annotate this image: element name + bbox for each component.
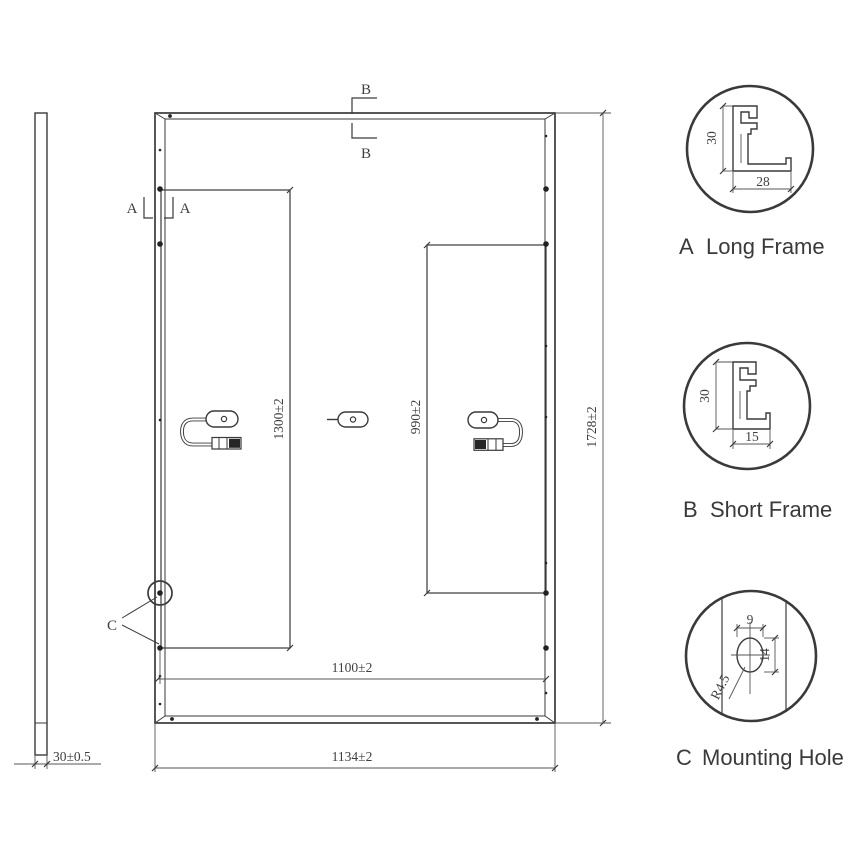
side-view-outline [35,113,47,755]
long-frame-height-value: 30 [704,131,719,145]
section-letter-b-top: B [360,82,372,98]
detail-b-title: Short Frame [710,497,833,522]
section-letter-a-left: A [126,201,138,217]
detail-a-title: Long Frame [706,234,825,259]
junction-box-center-body [338,412,368,427]
long-frame-width-value: 28 [756,174,770,189]
detail-c-label [676,745,844,770]
detail-a-letter: A [679,234,694,259]
connector-left-tip [229,439,240,448]
detail-b-letter: B [683,497,698,522]
dim-side-thickness [14,749,101,769]
left-rail-value: 1300±2 [271,398,286,440]
panel-back-view [107,82,611,772]
detail-a-label [679,234,825,259]
junction-box-right-body [468,412,498,428]
slot-width-value: 9 [746,612,754,627]
outer-width-value: 1134±2 [331,749,373,764]
detail-a [679,86,825,259]
side-view [14,113,101,769]
slot-radius-value: R4.5 [707,672,733,702]
detail-circle-a [687,86,813,212]
detail-c-letter: C [676,745,692,770]
right-rail-value: 990±2 [408,399,423,435]
detail-c [676,591,844,770]
dim-height [556,110,611,726]
slot-height-value: 14 [757,648,772,662]
detail-b [683,343,832,522]
detail-c-title: Mounting Hole [702,745,844,770]
callout-leader-1 [122,597,157,618]
short-frame-width-value: 15 [745,429,759,444]
section-letter-c: C [106,618,118,634]
section-letter-a-right: A [179,201,191,217]
callout-leader-2 [122,625,159,644]
section-letter-b-bottom: B [360,146,372,162]
short-frame-height-value: 30 [697,389,712,403]
height-value: 1728±2 [584,406,599,448]
side-thickness-value: 30±0.5 [53,749,91,764]
detail-b-label [683,497,832,522]
inner-width-value: 1100±2 [331,660,373,675]
dim-outer-width [152,724,558,772]
connector-right-tip [475,440,486,449]
